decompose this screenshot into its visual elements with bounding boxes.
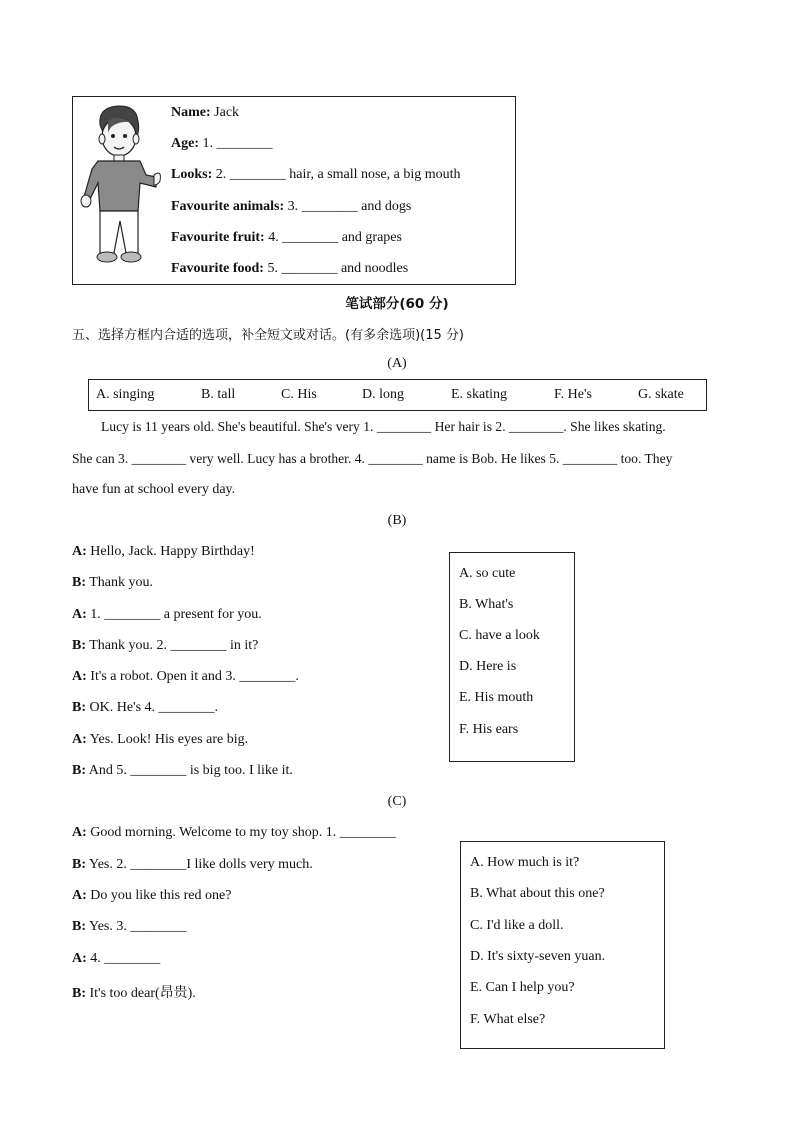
dialogue-text: 1. ________ a present for you. bbox=[90, 607, 262, 622]
speaker-label: B: bbox=[72, 700, 86, 715]
written-title: 笔试部分(60 分) bbox=[345, 296, 449, 312]
speaker-label: B: bbox=[72, 763, 86, 778]
animals-value: 3. ________ and dogs bbox=[287, 199, 412, 214]
part-c-dialogue-line bbox=[72, 919, 186, 935]
speaker-label: A: bbox=[72, 544, 87, 559]
age-value: 1. ________ bbox=[202, 136, 273, 151]
name-label: Name: bbox=[171, 105, 211, 120]
profile-animals bbox=[171, 199, 411, 215]
part-c-option: E. Can I help you? bbox=[470, 980, 575, 995]
part-c-label: (C) bbox=[387, 794, 407, 809]
part-b-dialogue-line bbox=[72, 763, 293, 779]
part-a-option: F. He's bbox=[554, 387, 592, 402]
speaker-label: B: bbox=[72, 575, 86, 590]
part-b-dialogue-line bbox=[72, 607, 262, 623]
profile-food bbox=[171, 261, 408, 277]
part-a-option: E. skating bbox=[451, 387, 507, 402]
section5-heading: 五、选择方框内合适的选项，补全短文或对话。(有多余选项)(15 分) bbox=[72, 328, 464, 343]
dialogue-text: Thank you. 2. ________ in it? bbox=[89, 638, 259, 653]
speaker-label: A: bbox=[72, 607, 87, 622]
part-a-option: G. skate bbox=[638, 387, 684, 402]
part-c-option: B. What about this one? bbox=[470, 886, 605, 901]
dialogue-text: OK. He's 4. ________. bbox=[89, 700, 219, 715]
profile-age bbox=[171, 136, 273, 152]
part-c-option: A. How much is it? bbox=[470, 855, 580, 870]
profile-looks bbox=[171, 167, 461, 183]
dialogue-text: And 5. ________ is big too. I like it. bbox=[88, 763, 293, 778]
part-a-option: C. His bbox=[281, 387, 317, 402]
part-c-dialogue-line bbox=[72, 951, 160, 967]
profile-fruit bbox=[171, 230, 402, 246]
age-label: Age: bbox=[171, 136, 199, 151]
looks-label: Looks: bbox=[171, 167, 213, 182]
part-b-option: B. What's bbox=[459, 597, 514, 612]
part-b-label: (B) bbox=[387, 513, 407, 528]
part-b-dialogue-line bbox=[72, 700, 218, 716]
dialogue-text: It's too dear(昂贵). bbox=[89, 986, 196, 1001]
part-a-passage-line: have fun at school every day. bbox=[72, 482, 236, 497]
speaker-label: A: bbox=[72, 732, 87, 747]
speaker-label: B: bbox=[72, 986, 86, 1001]
food-label: Favourite food: bbox=[171, 261, 264, 276]
part-c-dialogue-line bbox=[72, 888, 231, 904]
boy-illustration bbox=[80, 103, 162, 268]
speaker-label: A: bbox=[72, 825, 87, 840]
part-c-dialogue-line bbox=[72, 982, 196, 1002]
profile-name bbox=[171, 105, 239, 121]
part-a-label: (A) bbox=[387, 356, 407, 371]
food-value: 5. ________ and noodles bbox=[267, 261, 409, 276]
speaker-label: B: bbox=[72, 919, 86, 934]
speaker-label: A: bbox=[72, 951, 87, 966]
dialogue-text: Yes. Look! His eyes are big. bbox=[89, 732, 249, 747]
speaker-label: A: bbox=[72, 669, 87, 684]
part-b-option: A. so cute bbox=[459, 566, 516, 581]
dialogue-text: Good morning. Welcome to my toy shop. 1. ________ bbox=[90, 825, 396, 840]
speaker-label: B: bbox=[72, 857, 86, 872]
part-a-option: B. tall bbox=[201, 387, 236, 402]
speaker-label: B: bbox=[72, 638, 86, 653]
part-c-option: C. I'd like a doll. bbox=[470, 918, 564, 933]
part-c-option: F. What else? bbox=[470, 1012, 546, 1027]
dialogue-text: Thank you. bbox=[89, 575, 154, 590]
part-c-dialogue-line bbox=[72, 825, 396, 841]
part-b-option: D. Here is bbox=[459, 659, 517, 674]
dialogue-text: 4. ________ bbox=[90, 951, 161, 966]
part-a-option: D. long bbox=[362, 387, 404, 402]
dialogue-text: Do you like this red one? bbox=[90, 888, 232, 903]
dialogue-text: Yes. 2. ________I like dolls very much. bbox=[88, 857, 313, 872]
speaker-label: A: bbox=[72, 888, 87, 903]
part-b-dialogue-line bbox=[72, 732, 248, 748]
part-b-option: E. His mouth bbox=[459, 690, 534, 705]
animals-label: Favourite animals: bbox=[171, 199, 285, 214]
part-b-dialogue-line bbox=[72, 544, 255, 560]
fruit-label: Favourite fruit: bbox=[171, 230, 265, 245]
part-b-dialogue-line bbox=[72, 669, 299, 685]
part-a-option: A. singing bbox=[96, 387, 155, 402]
part-a-passage-line: Lucy is 11 years old. She's beautiful. She's very 1. ________ Her hair is 2. ________. She likes skating. bbox=[101, 419, 666, 434]
looks-value: 2. ________ hair, a small nose, a big mouth bbox=[215, 167, 461, 182]
part-b-dialogue-line bbox=[72, 575, 153, 591]
dialogue-text: It's a robot. Open it and 3. ________. bbox=[90, 669, 299, 684]
name-value: Jack bbox=[214, 105, 240, 120]
fruit-value: 4. ________ and grapes bbox=[268, 230, 402, 245]
part-c-dialogue-line bbox=[72, 857, 313, 873]
dialogue-text: Yes. 3. ________ bbox=[88, 919, 187, 934]
part-b-dialogue-line bbox=[72, 638, 258, 654]
part-c-option: D. It's sixty-seven yuan. bbox=[470, 949, 606, 964]
part-b-option: F. His ears bbox=[459, 722, 519, 737]
dialogue-text: Hello, Jack. Happy Birthday! bbox=[90, 544, 255, 559]
part-b-option: C. have a look bbox=[459, 628, 540, 643]
part-a-passage-line: She can 3. ________ very well. Lucy has a brother. 4. ________ name is Bob. He likes 5. ________ too. They bbox=[72, 451, 673, 466]
